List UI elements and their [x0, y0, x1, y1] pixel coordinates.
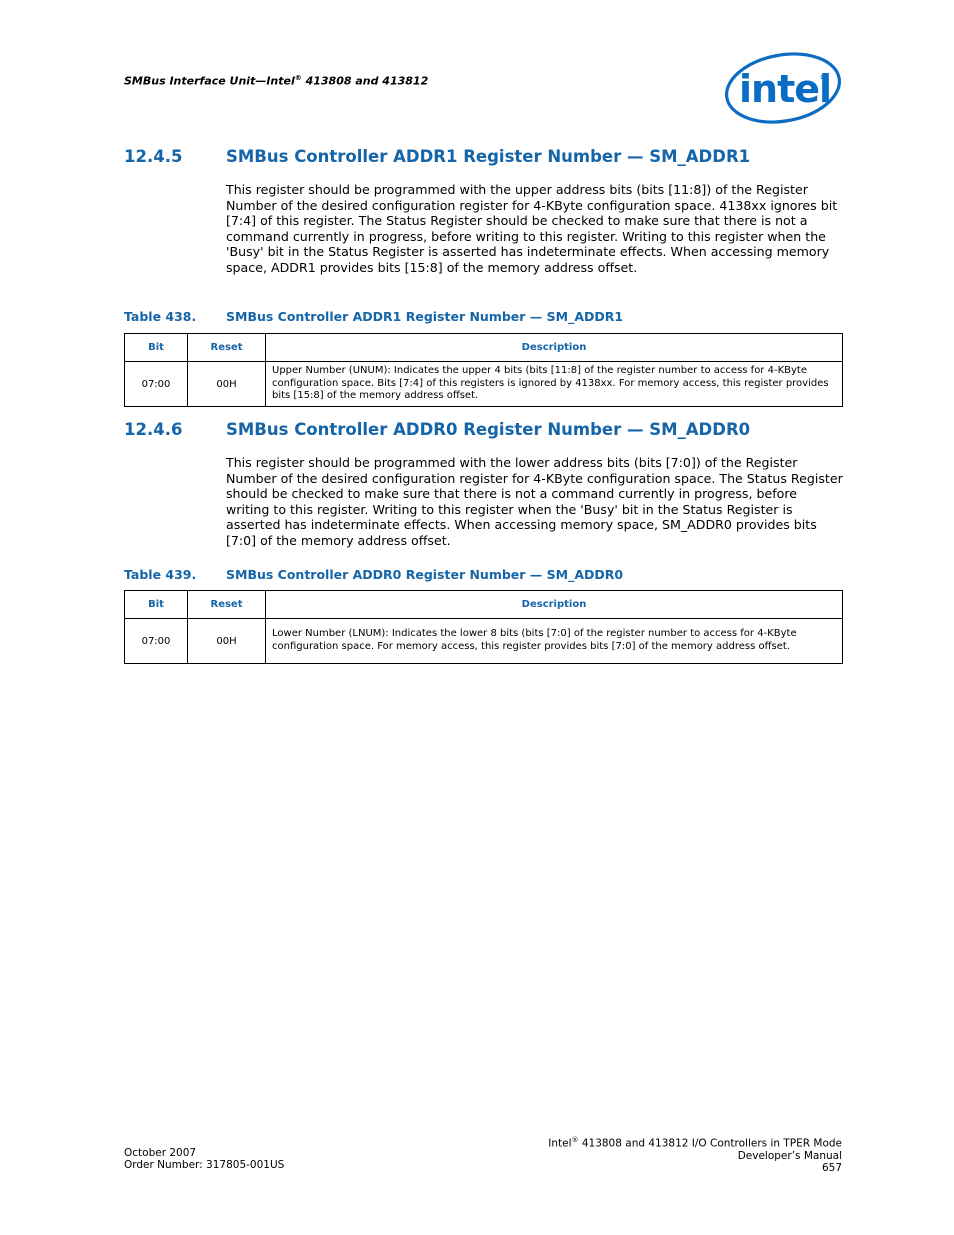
footer-doc-title	[548, 1134, 842, 1150]
running-header-suffix: 413808 and 413812	[301, 74, 429, 88]
section-number: 12.4.6	[124, 420, 183, 439]
column-header-bit: Bit	[125, 334, 188, 362]
cell-bit: 07:00	[125, 619, 188, 664]
column-header-reset: Reset	[188, 334, 266, 362]
running-header-prefix: SMBus Interface Unit—Intel	[124, 74, 295, 88]
register-table-438	[124, 333, 843, 407]
footer-date: October 2007	[124, 1147, 197, 1159]
section-title: SMBus Controller ADDR1 Register Number — SM_ADDR1	[226, 147, 751, 166]
section-body-12-4-5: This register should be programmed with the upper address bits (bits [11:8]) of the Register Number of the desired configuration register for 4-KByte configuration space. 4138xx ignores bit [7:4] of this register. The Status Register should be checked to make sure that there is not a command currently in progress, before writing to this register. Writing to this register when the 'Busy' bit in the Status Register is asserted has indeterminate effects. When accessing memory space, ADDR1 provides bits [15:8] of the memory address offset.	[226, 182, 838, 275]
table-title: SMBus Controller ADDR0 Register Number — SM_ADDR0	[226, 567, 624, 582]
footer-doc-title-prefix: Intel	[548, 1137, 572, 1150]
cell-description: Upper Number (UNUM): Indicates the upper 4 bits (bits [11:8] of the register number to access for 4-KByte configuration space. Bits [7:4] of this registers is ignored by 4138xx. For memory access, this register provides bits [15:8] of the memory address offset.	[266, 362, 843, 407]
footer-order-number: Order Number: 317805-001US	[124, 1159, 285, 1172]
column-header-bit: Bit	[125, 591, 188, 619]
svg-text:intel: intel	[739, 67, 832, 111]
page-number: 657	[821, 1162, 842, 1175]
cell-description: Lower Number (LNUM): Indicates the lower 8 bits (bits [7:0] of the register number to access for 4-KByte configuration space. For memory access, this register provides bits [7:0] of the memory address offset.	[266, 619, 843, 664]
footer-doc-title-suffix: 413808 and 413812 I/O Controllers in TPER Mode	[578, 1137, 842, 1150]
table-header-row	[125, 591, 843, 619]
intel-logo	[722, 50, 844, 128]
registered-mark: ®	[571, 1136, 579, 1144]
cell-bit: 07:00	[125, 362, 188, 407]
footer-doc-subtitle: Developer’s Manual	[737, 1149, 842, 1162]
column-header-description: Description	[266, 591, 843, 619]
table-header-row	[125, 334, 843, 362]
footer-right	[548, 1134, 842, 1175]
column-header-reset: Reset	[188, 591, 266, 619]
column-header-description: Description	[266, 334, 843, 362]
registered-mark: ®	[294, 74, 302, 82]
section-body-12-4-6: This register should be programmed with the lower address bits (bits [7:0]) of the Register Number of the desired configuration register for 4-KByte configuration space. The Status Register should be checked to make sure that there is not a command currently in progress, before writing to this register. Writing to this register when the 'Busy' bit in the Status Register is asserted has indeterminate effects. When accessing memory space, SM_ADDR0 provides bits [7:0] of the memory address offset.	[226, 455, 843, 548]
cell-reset: 00H	[188, 619, 266, 664]
cell-reset: 00H	[188, 362, 266, 407]
footer-left	[124, 1147, 284, 1172]
table-number: Table 439.	[124, 567, 197, 582]
table-row	[125, 362, 843, 407]
section-title: SMBus Controller ADDR0 Register Number — SM_ADDR0	[226, 420, 751, 439]
section-number: 12.4.5	[124, 147, 183, 166]
running-header	[124, 74, 428, 88]
table-row	[125, 619, 843, 664]
table-number: Table 438.	[124, 309, 197, 324]
register-table-439	[124, 590, 843, 664]
table-title: SMBus Controller ADDR1 Register Number — SM_ADDR1	[226, 309, 624, 324]
